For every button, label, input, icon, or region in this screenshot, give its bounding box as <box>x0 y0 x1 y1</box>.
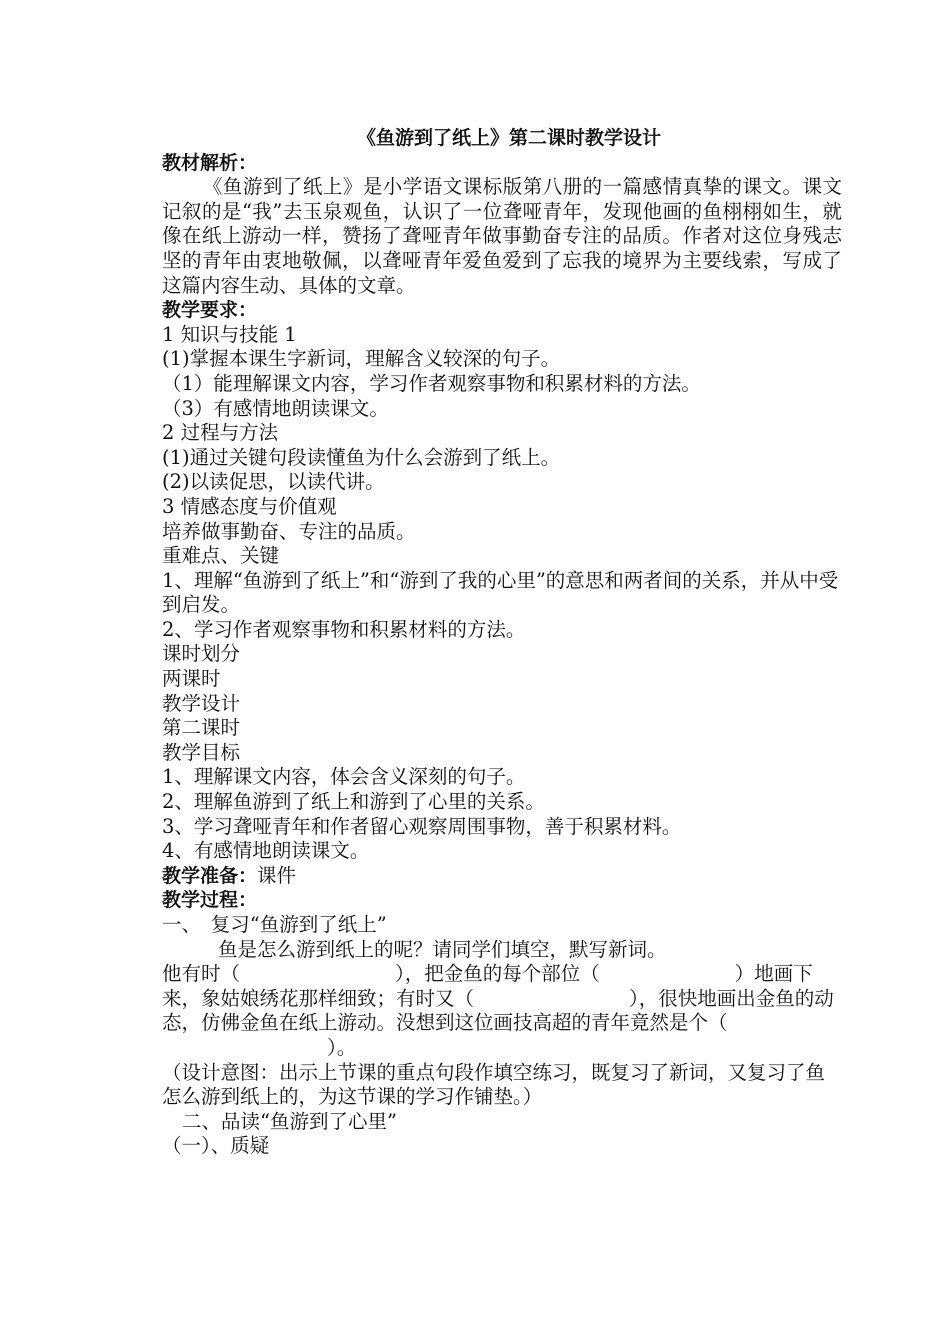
design-title: 教学设计 <box>162 691 241 715</box>
requirement-section-knowledge: 1 知识与技能 1 <box>162 322 297 346</box>
requirement-item: （3）有感情地朗读课文。 <box>162 396 389 420</box>
requirement-item: (1)掌握本课生字新词，理解含义较深的句子。 <box>162 347 561 371</box>
fill-text: ）地画下来，象姑娘绣花那样细致；有时又（ <box>162 962 813 1010</box>
goal-item: 2、理解鱼游到了纸上和游到了心里的关系。 <box>162 790 545 814</box>
fill-text: 他有时（ <box>162 962 241 986</box>
requirement-item: 培养做事勤奋、专注的品质。 <box>162 519 416 543</box>
keypoint-item: 1、理解“鱼游到了纸上”和“游到了我的心里”的意思和两者间的关系，并从中受到启发。 <box>162 568 839 617</box>
requirement-section-emotion: 3 情感态度与价值观 <box>162 494 337 518</box>
schedule-value: 两课时 <box>162 667 221 691</box>
keypoint-item: 2、学习作者观察事物和积累材料的方法。 <box>162 617 526 641</box>
analysis-heading: 教材解析： <box>162 151 258 174</box>
analysis-paragraph: 《鱼游到了纸上》是小学语文课标版第八册的一篇感情真挚的课文。课文记叙的是“我”去玉泉观鱼，认识了一位聋哑青年，发现他画的鱼栩栩如生，就像在纸上游动一样，赞扬了聋哑青年做事勤奋专注的品质。作者对这位身残志坚的青年由衷地敬佩，以聋哑青年爱鱼爱到了忘我的境界为主要线索，写成了这篇内容生动、具体的文章。 <box>162 175 842 297</box>
goal-item: 4、有感情地朗读课文。 <box>162 839 370 863</box>
process-substep-question: （一）、质疑 <box>162 1134 270 1158</box>
process-heading: 教学过程： <box>162 889 258 912</box>
fill-in-exercise <box>162 962 842 1060</box>
fill-text: ）。 <box>327 1035 357 1059</box>
process-step-read: 二、品读“鱼游到了心里” <box>182 1109 397 1133</box>
preparation-value: 课件 <box>257 863 297 887</box>
document-title: 《鱼游到了纸上》第二课时教学设计 <box>357 127 662 149</box>
goal-item: 1、理解课文内容，体会含义深刻的句子。 <box>162 765 526 789</box>
process-step-review: 一、 复习“鱼游到了纸上” <box>162 913 387 936</box>
requirement-section-process: 2 过程与方法 <box>162 421 279 445</box>
keypoints-title: 重难点、关键 <box>162 544 280 568</box>
schedule-title: 课时划分 <box>162 642 241 666</box>
requirement-item: (2)以读促思，以读代讲。 <box>162 470 385 494</box>
process-step-intro: 鱼是怎么游到纸上的呢？请同学们填空，默写新词。 <box>218 937 667 961</box>
requirement-item: (1)通过关键句段读懂鱼为什么会游到了纸上。 <box>162 445 561 469</box>
fill-text: ），很快地画出金鱼的动态，仿佛金鱼在纸上游动。没想到这位画技高超的青年竟然是个（ <box>162 986 834 1035</box>
preparation-heading: 教学准备： <box>162 864 258 887</box>
fill-text: ），把金鱼的每个部位（ <box>395 962 600 986</box>
lesson-title: 第二课时 <box>162 716 241 740</box>
preparation-line <box>162 864 842 889</box>
document-page <box>162 126 842 1159</box>
requirements-heading: 教学要求： <box>162 299 258 322</box>
design-intent: （设计意图：出示上节课的重点句段作填空练习，既复习了新词，又复习了鱼怎么游到纸上的，为这节课的学习作铺垫。） <box>162 1060 826 1109</box>
goal-item: 3、学习聋哑青年和作者留心观察周围事物，善于积累材料。 <box>162 814 682 838</box>
goal-title: 教学目标 <box>162 740 241 764</box>
requirement-item: （1）能理解课文内容，学习作者观察事物和积累材料的方法。 <box>162 371 701 395</box>
